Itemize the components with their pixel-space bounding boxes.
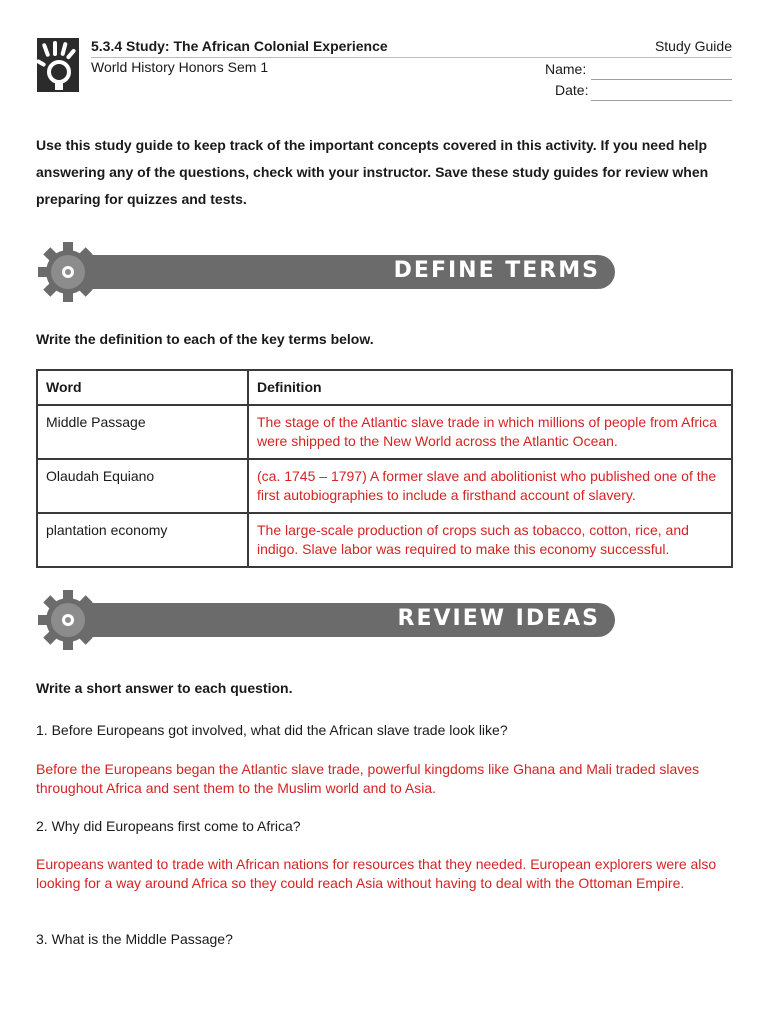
define-terms-heading: DEFINE TERMS [393,258,600,283]
table-row [37,513,732,567]
header-divider [91,57,732,58]
question-2: 2. Why did Europeans first come to Africa? [36,818,301,834]
course-name: World History Honors Sem 1 [91,59,269,75]
answer-2: Europeans wanted to trade with African nations for resources that they needed. European explorers were also looking for a way around Africa so they could reach Asia without having to deal with the Ottoman Empire. [36,856,717,891]
review-ideas-banner [38,588,630,652]
term-word: Middle Passage [37,405,248,459]
date-label: Date: [555,82,589,98]
terms-table [36,369,733,568]
intro-paragraph: Use this study guide to keep track of the important concepts covered in this activity. If you need help answering any of the questions, check with your instructor. Save these study guides for review when preparing for quizzes and tests. [36,137,709,207]
table-row [37,459,732,513]
review-ideas-heading: REVIEW IDEAS [397,606,600,631]
term-definition: (ca. 1745 – 1797) A former slave and abolitionist who published one of the first autobiographies to include a firsthand account of slavery. [248,459,732,513]
question-1: 1. Before Europeans got involved, what did the African slave trade look like? [36,722,508,738]
date-field[interactable] [591,100,732,101]
define-terms-banner [38,240,630,304]
term-definition: The large-scale production of crops such as tobacco, cotton, rice, and indigo. Slave labor was required to make this economy successful. [248,513,732,567]
table-header-row [37,370,732,405]
page-title: 5.3.4 Study: The African Colonial Experience [91,38,388,54]
question-3: 3. What is the Middle Passage? [36,931,233,947]
define-instruction: Write the definition to each of the key terms below. [36,331,374,347]
document-type: Study Guide [654,38,732,54]
term-definition: The stage of the Atlantic slave trade in which millions of people from Africa were shipped to the New World across the Atlantic Ocean. [248,405,732,459]
name-label: Name: [545,61,587,77]
name-field[interactable] [591,79,732,80]
review-instruction: Write a short answer to each question. [36,680,293,696]
column-header-definition: Definition [248,370,732,405]
publisher-logo [37,38,79,92]
answer-1: Before the Europeans began the Atlantic slave trade, powerful kingdoms like Ghana and Mali traded slaves throughout Africa and sent them to the Muslim world and to Asia. [36,761,700,796]
table-row [37,405,732,459]
term-word: plantation economy [37,513,248,567]
column-header-word: Word [37,370,248,405]
term-word: Olaudah Equiano [37,459,248,513]
